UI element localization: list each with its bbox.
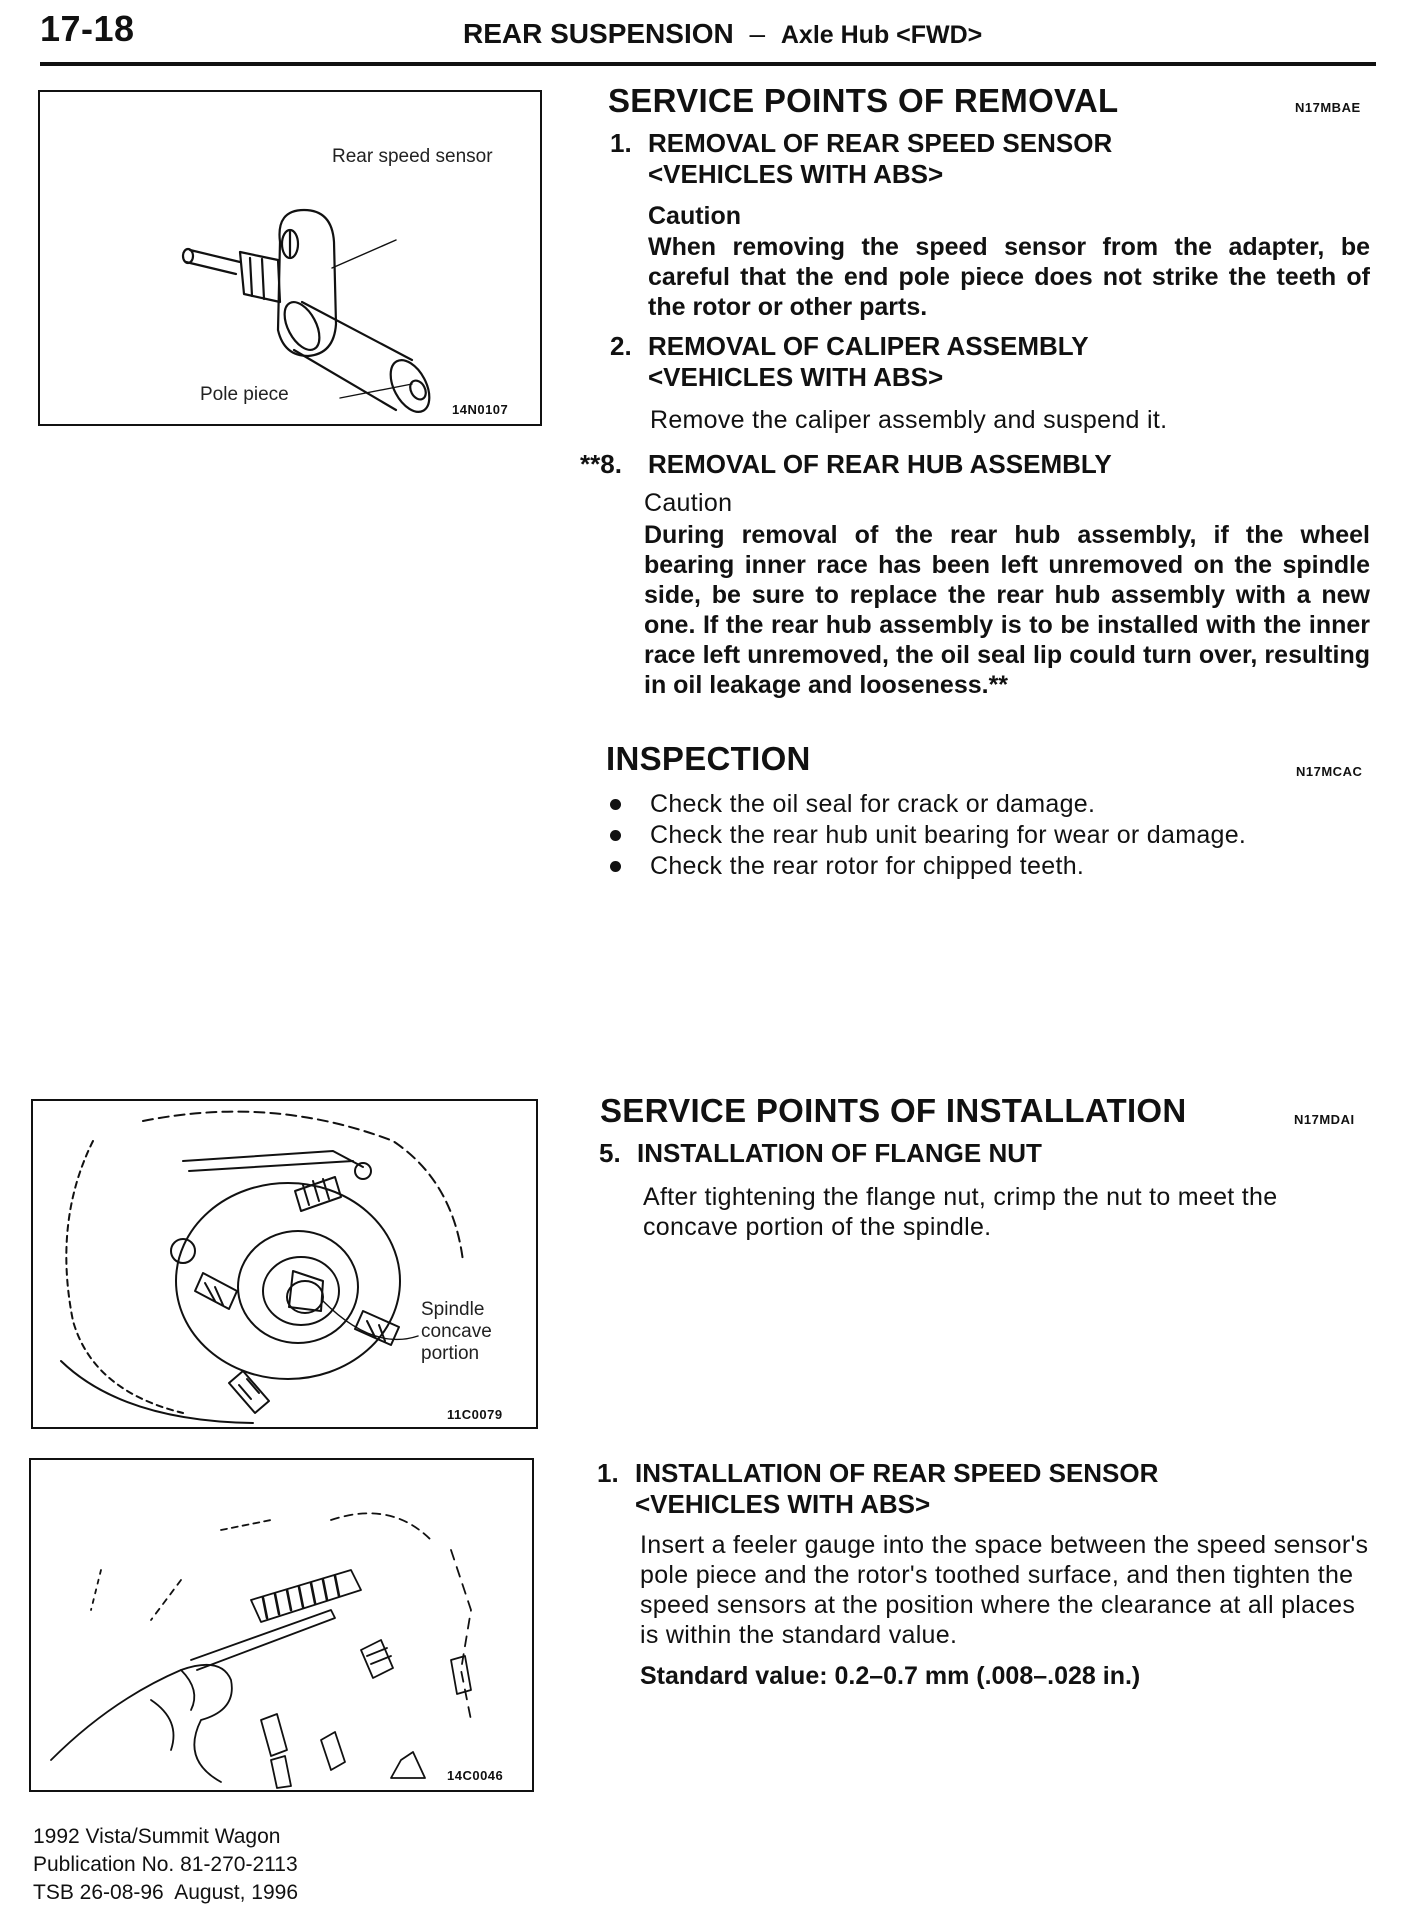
- figure-feeler-gauge: [29, 1458, 534, 1792]
- header-subtitle: Axle Hub <FWD>: [780, 21, 983, 49]
- footer-line-3: TSB 26-08-96 August, 1996: [33, 1881, 299, 1904]
- figure-code: 11C0079: [447, 1407, 503, 1422]
- list-item: Check the rear hub unit bearing for wear or damage.: [606, 820, 1376, 851]
- installation-item-5-title: [599, 1138, 1042, 1169]
- item-title-line2: <VEHICLES WITH ABS>: [635, 1489, 931, 1519]
- speed-sensor-illustration: [40, 92, 540, 424]
- header-title-main: REAR SUSPENSION: [463, 18, 734, 49]
- page-number: 17-18: [40, 8, 135, 49]
- hub-flange-illustration: [33, 1101, 536, 1427]
- removal-item-1-title: [610, 128, 1112, 190]
- removal-item-2-text: Remove the caliper assembly and suspend it.: [650, 406, 1168, 434]
- header-separator: –: [749, 18, 766, 49]
- item-number: 5.: [599, 1138, 621, 1168]
- footer-line-2: Publication No. 81-270-2113: [33, 1853, 298, 1876]
- item-number: 2.: [610, 331, 632, 361]
- footer: [33, 1823, 298, 1907]
- caution-label: Caution: [648, 202, 742, 230]
- label-rear-speed-sensor: Rear speed sensor: [332, 146, 493, 167]
- header-title: [463, 18, 982, 50]
- feeler-gauge-illustration: [31, 1460, 532, 1790]
- item-title-line2: <VEHICLES WITH ABS>: [648, 159, 944, 189]
- inspection-list: [606, 789, 1376, 882]
- item-number: 1.: [597, 1458, 619, 1488]
- bullet-icon: [610, 799, 621, 810]
- label-pole-piece: Pole piece: [200, 384, 289, 405]
- removal-item-2-title: [610, 331, 1089, 393]
- installation-section-title: SERVICE POINTS OF INSTALLATION: [600, 1092, 1187, 1129]
- installation-section-code: N17MDAI: [1294, 1112, 1355, 1127]
- bullet-icon: [610, 861, 621, 872]
- item-number: 1.: [610, 128, 632, 158]
- figure-code: 14N0107: [452, 402, 509, 417]
- caution-label: Caution: [644, 489, 733, 517]
- list-item: Check the oil seal for crack or damage.: [606, 789, 1376, 820]
- inspection-section-title: INSPECTION: [606, 740, 811, 777]
- installation-item-5-text: After tightening the flange nut, crimp the nut to meet the concave portion of the spindle.: [643, 1183, 1278, 1241]
- item-title-line1: REMOVAL OF CALIPER ASSEMBLY: [648, 331, 1089, 361]
- list-item: Check the rear rotor for chipped teeth.: [606, 851, 1376, 882]
- installation-item-1-text: Insert a feeler gauge into the space between the speed sensor's pole piece and the rotor's toothed surface, and then tighten the speed sensors at the position where the clearance at all places is within the standard value.: [640, 1531, 1369, 1649]
- footer-line-1: 1992 Vista/Summit Wagon: [33, 1825, 281, 1848]
- bullet-icon: [610, 830, 621, 841]
- header-rule: [40, 62, 1376, 66]
- label-portion: portion: [421, 1343, 480, 1364]
- item-title-line1: REMOVAL OF REAR SPEED SENSOR: [648, 128, 1113, 158]
- item-title-line1: INSTALLATION OF REAR SPEED SENSOR: [635, 1458, 1159, 1488]
- item-title: INSTALLATION OF FLANGE NUT: [637, 1138, 1042, 1168]
- caution-text: When removing the speed sensor from the adapter, be careful that the end pole piece does not strike the teeth of the rotor or other parts.: [648, 233, 1370, 321]
- figure-code: 14C0046: [447, 1768, 504, 1783]
- item-number: **8.: [580, 449, 622, 479]
- installation-item-1-title: [597, 1458, 1158, 1520]
- removal-section-title: SERVICE POINTS OF REMOVAL: [608, 82, 1119, 119]
- caution-text: During removal of the rear hub assembly, if the wheel bearing inner race has been left unremoved on the spindle side, be sure to replace the rear hub assembly with a new one. If the rear hub assembly is to be installed with the inner race left unremoved, the oil seal lip could turn over, resulting in oil leakage and looseness.**: [644, 521, 1370, 699]
- standard-value: Standard value: 0.2–0.7 mm (.008–.028 in.): [640, 1662, 1141, 1690]
- inspection-section-code: N17MCAC: [1296, 764, 1363, 779]
- removal-item-8-title: [580, 449, 1112, 480]
- removal-section-code: N17MBAE: [1295, 100, 1361, 115]
- item-title: REMOVAL OF REAR HUB ASSEMBLY: [648, 449, 1112, 479]
- label-spindle: Spindle: [421, 1299, 485, 1320]
- label-concave: concave: [421, 1321, 492, 1342]
- figure-spindle-concave: [31, 1099, 538, 1429]
- item-title-line2: <VEHICLES WITH ABS>: [648, 362, 944, 392]
- figure-rear-speed-sensor: [38, 90, 542, 426]
